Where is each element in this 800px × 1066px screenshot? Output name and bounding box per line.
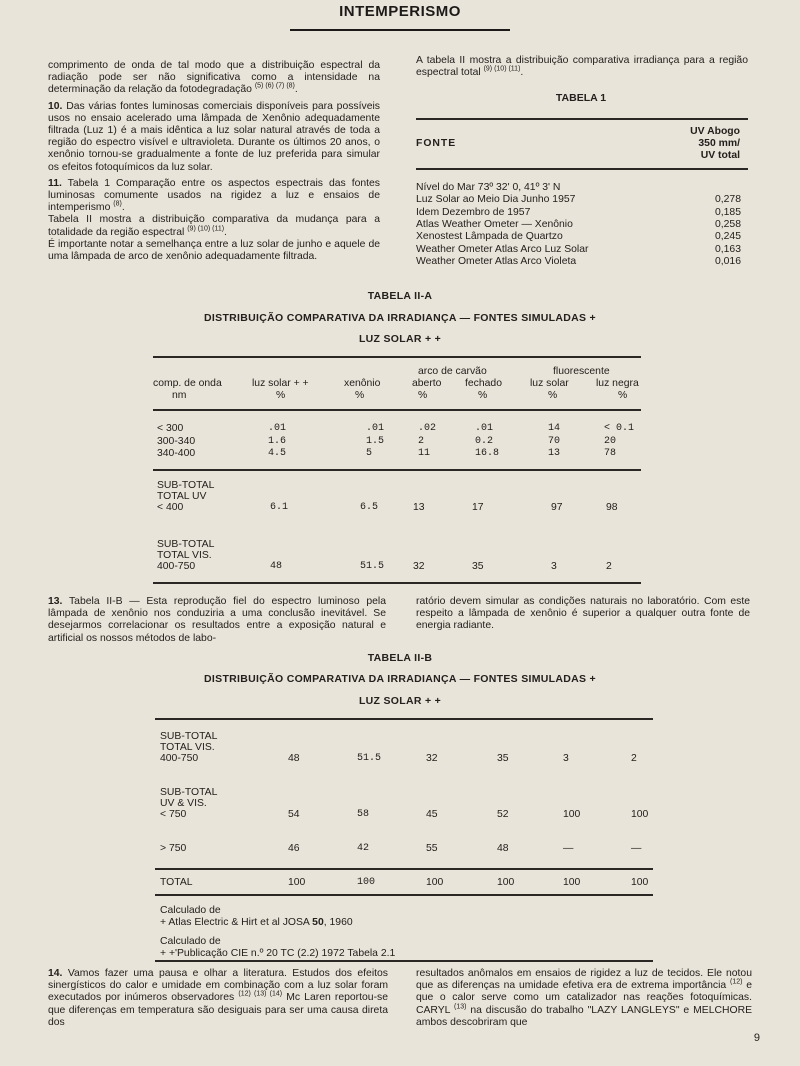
- table2b-total-rule: [155, 868, 653, 870]
- left-paragraph: 11. Tabela 1 Comparação entre os aspectos espectrais das fontes luminosas comumente usados na rigidez a luz e ensaios de intemperismo $^{(8)}$. Tabela II mostra a distribuição comparativa da mudança para a totalidade da região espectral $^{(9) (10) (11)}$. É importante notar a semelhança entre a luz solar de junho e aquele de uma lâmpada de arco de xenônio adequadamente filtrada.: [48, 177, 380, 263]
- table2a-cell: 2: [418, 435, 425, 447]
- table1-col-uv-line: 350 mm/: [698, 138, 740, 149]
- table1-col-fonte: FONTE: [416, 138, 457, 149]
- table2a-cell: .01: [268, 423, 287, 434]
- table2a-unit: %: [548, 390, 558, 401]
- table2a-unit: %: [618, 390, 628, 401]
- table2a-cell: .01: [366, 423, 385, 434]
- table2a-subtotal-uv-label: SUB-TOTAL: [157, 480, 215, 491]
- table2a-subtotal-uv-value: 13: [413, 502, 425, 513]
- table2b-uvvis-value: 100: [563, 809, 581, 820]
- table1-col-uv: [690, 126, 740, 162]
- table2b-total-value: 100: [497, 877, 515, 888]
- table2b-uvvis-value: 45: [426, 809, 438, 820]
- paragraph-13-right: ratório devem simular as condições naturais no laboratório. Com este respeito a lâmpada de xenônio é superior a qualquer outra fonte de energia radiante.: [416, 596, 750, 632]
- table2a-subtotal-uv-value: 17: [472, 502, 484, 513]
- table2b-gt750-value: 42: [357, 843, 370, 854]
- header-rule: [290, 29, 510, 31]
- table1-row: [416, 244, 741, 256]
- table2b-subtitle: DISTRIBUIÇÃO COMPARATIVA DA IRRADIANÇA — FONTES SIMULADAS +: [204, 673, 596, 685]
- table2a-header: luz negra: [596, 378, 639, 389]
- table2a-subtotal-vis-value: 32: [413, 561, 425, 572]
- table1-top-rule: [416, 118, 748, 120]
- table1-row-label: Atlas Weather Ometer — Xenônio: [416, 218, 573, 230]
- table2a-header: aberto: [412, 378, 442, 389]
- table2b-uvvis-label: < 750: [160, 809, 187, 820]
- table2b-uvvis-label: UV & VIS.: [160, 798, 207, 809]
- table2a-subtotal-uv-value: 6.5: [360, 502, 379, 513]
- left-paragraph: 10. Das várias fontes luminosas comerciais disponíveis para possíveis usos no ensaio acelerado uma lâmpada de Xenônio adequadamente filtrada (Luz 1) é a mais idêntica a luz solar natural através de toda a região do espectro visível e ultravioleta. Durante os últimos 20 anos, o xenônio tornou-se gradualmente a fonte de luz preferida para simular os efeitos fotoquímicos da luz solar.: [48, 100, 380, 173]
- table2a-group-fluor: fluorescente: [553, 366, 610, 377]
- table2a-cell: 13: [548, 448, 561, 459]
- table2b-gt750-value: 48: [497, 843, 509, 854]
- table2b-vis-label: TOTAL VIS.: [160, 742, 215, 753]
- table1-row: [416, 207, 741, 219]
- table2a-cell: < 300: [157, 423, 184, 434]
- table2b-gt750-value: 46: [288, 843, 300, 854]
- table2b-notes-rule: [155, 960, 653, 962]
- table2b-note: Calculado de: [160, 936, 221, 947]
- table1-header-rule: [416, 168, 748, 170]
- table2a-subtotal-vis-value: 3: [551, 561, 557, 572]
- table2a-subtotal-vis-label: 400-750: [157, 561, 196, 572]
- page-header-title: INTEMPERISMO: [339, 3, 461, 20]
- table1-row: [416, 182, 741, 194]
- table2b-vis-value: 48: [288, 753, 300, 764]
- table2b-vis-label: 400-750: [160, 753, 199, 764]
- table2a-subtotal-vis-value: 2: [606, 561, 612, 572]
- table2b-gt750-value: 55: [426, 843, 438, 854]
- table1-row-value: 0,016: [714, 255, 741, 267]
- table2b-subtitle-2: LUZ SOLAR + +: [358, 695, 442, 707]
- table2a-cell: 0.2: [475, 435, 494, 447]
- table2b-total-value: 100: [357, 877, 376, 888]
- table2a-mid-rule: [153, 469, 641, 471]
- table2b-gt750-label: > 750: [160, 843, 187, 854]
- page-number: 9: [753, 1031, 760, 1044]
- table2b-uvvis-value: 54: [288, 809, 300, 820]
- table2b-note: + +'Publicação CIE n.º 20 TC (2.2) 1972 Tabela 2.1: [160, 947, 396, 959]
- table2b-uvvis-value: 52: [497, 809, 509, 820]
- table2a-header: xenônio: [344, 378, 381, 389]
- table2a-header-rule: [153, 409, 641, 411]
- table1-row-label: Luz Solar ao Meio Dia Junho 1957: [416, 194, 576, 206]
- table1-row-value: 0,163: [714, 243, 741, 255]
- table2a-cell: .01: [475, 423, 494, 434]
- left-column-text: [48, 60, 380, 267]
- table2a-cell: 14: [548, 423, 561, 434]
- table2a-subtotal-uv-value: 97: [551, 502, 563, 513]
- table1-row: [416, 194, 741, 206]
- table2b-note: Calculado de: [160, 905, 221, 916]
- table2a-cell: 5: [366, 448, 373, 459]
- left-paragraph: comprimento de onda de tal modo que a distribuição espectral da radiação pode ser não significativa como a intensidade na determinação da relação da fotodegradação $^{(5) (6) (7) (8)}$.: [48, 60, 380, 96]
- table2b-uvvis-value: 100: [631, 809, 649, 820]
- table2b-total-value: 100: [426, 877, 444, 888]
- table2b-title: TABELA II-B: [367, 652, 433, 664]
- table1-row-label: Xenostest Lâmpada de Quartzo: [416, 231, 563, 243]
- table2a-subtotal-vis-label: SUB-TOTAL: [157, 539, 215, 550]
- table2a-header: luz solar: [530, 378, 569, 389]
- table2b-gt750-value: —: [631, 843, 642, 854]
- table1-col-uv-line: UV Abogo: [690, 126, 740, 137]
- table2a-cell: 4.5: [268, 448, 287, 459]
- table2a-subtotal-vis-label: TOTAL VIS.: [157, 550, 212, 561]
- table2a-cell: 20: [604, 435, 617, 447]
- table2a-unit: %: [276, 390, 286, 401]
- table2b-note: + Atlas Electric & Hirt et al JOSA 50, 1960: [160, 916, 353, 928]
- table2b-vis-value: 51.5: [357, 753, 382, 764]
- table2a-group-carvao: arco de carvão: [418, 366, 487, 377]
- table1-title: TABELA 1: [555, 92, 607, 104]
- table2a-cell: 1.5: [366, 435, 385, 447]
- table2a-title: TABELA II-A: [367, 290, 433, 302]
- table2a-unit: %: [355, 390, 365, 401]
- table2b-total-value: 100: [631, 877, 649, 888]
- table2a-header: luz solar + +: [252, 378, 309, 389]
- table2a-subtotal-vis-value: 35: [472, 561, 484, 572]
- right-intro-text: A tabela II mostra a distribuição comparativa irradiança para a região espectral total $^{(9) (10) (11)}$.: [416, 55, 748, 79]
- table2a-header: comp. de onda: [153, 378, 222, 389]
- table2b-top-rule: [155, 718, 653, 720]
- table2a-top-rule: [153, 356, 641, 358]
- paragraph-14-right: resultados anômalos em ensaios de rigidez a luz de tecidos. Ele notou que as diferenças na umidade efetiva era de extrema importância $^{(12)}$ e que o calor serve como um catalizador nas reações fotoquímicas. CARYL $^{(13)}$ na discusão do trabalho "LAZY LANGLEYS" e MELCHORE ambos descobriram que: [416, 968, 753, 1028]
- table1-col-uv-line: UV total: [700, 150, 740, 161]
- table2b-vis-label: SUB-TOTAL: [160, 731, 218, 742]
- table2a-subtotal-vis-value: 51.5: [360, 561, 385, 572]
- table2a-cell: 340-400: [157, 448, 196, 459]
- table2a-cell: 300-340: [157, 435, 196, 447]
- table1-row-label: Idem Dezembro de 1957: [416, 206, 531, 218]
- table2a-cell: 11: [418, 448, 431, 459]
- table1-row-value: 0,278: [714, 194, 741, 206]
- table2a-subtitle-2: LUZ SOLAR + +: [358, 333, 442, 345]
- table2b-vis-value: 3: [563, 753, 569, 764]
- table2a-unit: %: [478, 390, 488, 401]
- table2a-cell: 16.8: [475, 448, 500, 459]
- table2b-vis-value: 32: [426, 753, 438, 764]
- table2a-cell: < 0.1: [604, 423, 635, 434]
- table2a-subtotal-vis-value: 48: [270, 561, 283, 572]
- table2a-cell: .02: [418, 423, 437, 434]
- table2b-total-value: 100: [563, 877, 581, 888]
- table2b-gt750-value: —: [563, 843, 574, 854]
- table2b-total-value: 100: [288, 877, 306, 888]
- table2b-bottom-rule: [155, 894, 653, 896]
- table2b-vis-value: 35: [497, 753, 509, 764]
- table1-row-label: Nível do Mar 73º 32' 0, 41º 3' N: [416, 182, 561, 193]
- table1-row: [416, 256, 741, 268]
- table1-row-label: Weather Ometer Atlas Arco Luz Solar: [416, 243, 589, 255]
- table2a-cell: 70: [548, 435, 561, 447]
- table2b-uvvis-value: 58: [357, 809, 370, 820]
- table1-row-value: 0,245: [714, 231, 741, 243]
- table2b-vis-value: 2: [631, 753, 637, 764]
- table2a-subtitle: DISTRIBUIÇÃO COMPARATIVA DA IRRADIANÇA — FONTES SIMULADAS +: [204, 312, 596, 324]
- table2b-total-label: TOTAL: [160, 877, 193, 888]
- table2a-cell: 78: [604, 448, 617, 459]
- table2a-subtotal-uv-label: < 400: [157, 502, 184, 513]
- table1-row-value: 0,258: [714, 218, 741, 230]
- table2a-unit: %: [418, 390, 428, 401]
- table2a-header: fechado: [465, 378, 502, 389]
- table1-row: [416, 231, 741, 243]
- table2a-bottom-rule: [153, 582, 641, 584]
- table2a-subtotal-uv-value: 98: [606, 502, 618, 513]
- table2a-subtotal-uv-value: 6.1: [270, 502, 289, 513]
- table2a-unit: nm: [172, 390, 187, 401]
- table1-row: [416, 219, 741, 231]
- table2a-subtotal-uv-label: TOTAL UV: [157, 491, 207, 502]
- table2a-cell: 1.6: [268, 435, 287, 447]
- table2b-uvvis-label: SUB-TOTAL: [160, 787, 218, 798]
- table1-row-value: 0,185: [714, 206, 741, 218]
- table1-row-label: Weather Ometer Atlas Arco Violeta: [416, 255, 577, 267]
- paragraph-13-left: 13. Tabela II-B — Esta reprodução fiel do espectro luminoso pela lâmpada de xenônio nos conduziria a uma conclusão inevitável. Se desejarmos correlacionar os resultados entre a exposição natural e artificial os nossos métodos de labo-: [48, 596, 386, 644]
- paragraph-14-left: 14. Vamos fazer uma pausa e olhar a literatura. Estudos dos efeitos sinergísticos do calor e umidade em combinação com a luz solar foram executados por inúmeros observadores $^{(12) (13) (14)}$ Mc Laren reportou-se que diferenças em temperatura são desiguais para ser uma causa direta dos: [48, 968, 389, 1028]
